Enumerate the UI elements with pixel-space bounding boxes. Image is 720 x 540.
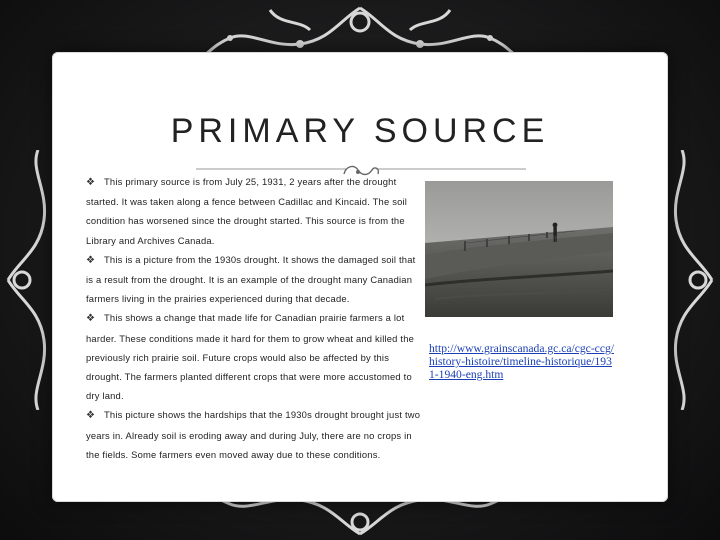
diamond-bullet-icon: ❖ xyxy=(86,177,96,188)
list-item: ❖ This shows a change that made life for Canadian prairie farmers a lot harder. These conditions made it hard for them to grow wheat and killed the previously rich prairie soil. Future crops would also be affected by this drought. The farmers planted different crops that were more accustomed to dry land. xyxy=(86,308,422,405)
list-item: ❖ This primary source is from July 25, 1931, 2 years after the drought started. It was taken along a fence between Cadillac and Kincaid. The soil condition has worsened since the drought started. This source is from the Library and Archives Canada. xyxy=(86,172,422,250)
left-damask-ornament xyxy=(0,150,60,410)
diamond-bullet-icon: ❖ xyxy=(86,313,96,325)
diamond-bullet-icon: ❖ xyxy=(86,410,96,422)
drought-photo xyxy=(425,181,613,317)
slide-title: PRIMARY SOURCE xyxy=(170,112,550,150)
diamond-bullet-icon: ❖ xyxy=(86,254,96,266)
list-item: ❖ This picture shows the hardships that the 1930s drought brought just two years in. Already soil is eroding away and during July, there are no crops in the fields. Some farmers even moved away due to these conditions. xyxy=(86,405,422,464)
source-link[interactable]: http://www.grainscanada.gc.ca/cgc-ccg/history-histoire/timeline-historique/1931-1940-eng.htm xyxy=(429,342,614,381)
bullet-list xyxy=(86,172,422,464)
list-item: ❖ This is a picture from the 1930s drought. It shows the damaged soil that is a result from the drought. It is an example of the drought many Canadian farmers living in the prairies experienced during that decade. xyxy=(86,250,422,309)
right-damask-ornament xyxy=(660,150,720,410)
